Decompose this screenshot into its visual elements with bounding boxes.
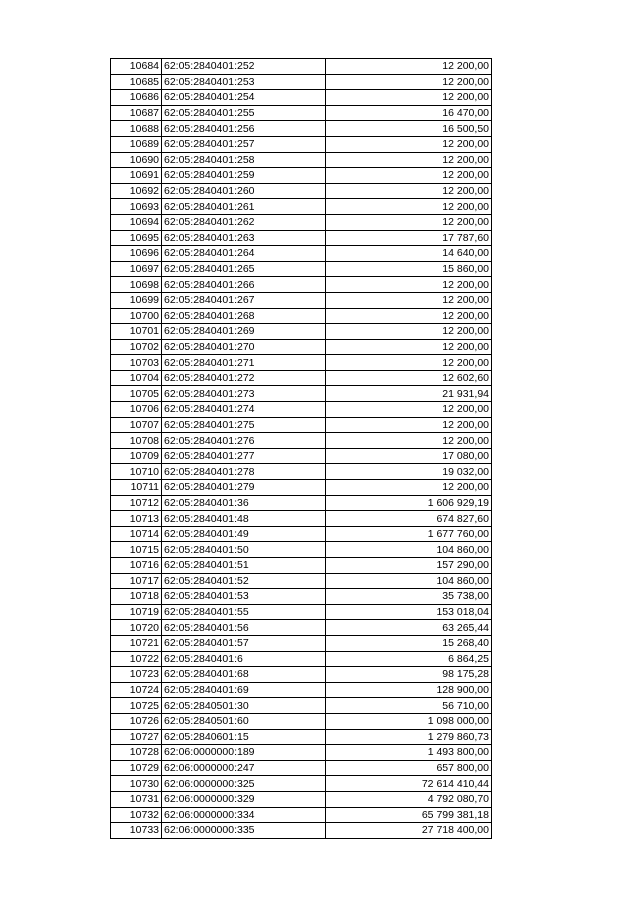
value-cell: 12 200,00 bbox=[326, 168, 492, 184]
cadastral-number-cell: 62:05:2840401:256 bbox=[162, 121, 326, 137]
table-row bbox=[111, 121, 492, 137]
row-number-cell: 10689 bbox=[111, 136, 162, 152]
row-number-cell: 10708 bbox=[111, 433, 162, 449]
cadastral-number-cell: 62:05:2840401:51 bbox=[162, 558, 326, 574]
value-cell: 17 787,60 bbox=[326, 230, 492, 246]
row-number-cell: 10684 bbox=[111, 59, 162, 75]
table-row bbox=[111, 183, 492, 199]
row-number-cell: 10692 bbox=[111, 183, 162, 199]
row-number-cell: 10688 bbox=[111, 121, 162, 137]
value-cell: 72 614 410,44 bbox=[326, 776, 492, 792]
table-row bbox=[111, 698, 492, 714]
table-row bbox=[111, 214, 492, 230]
table-row bbox=[111, 511, 492, 527]
cadastral-number-cell: 62:06:0000000:334 bbox=[162, 807, 326, 823]
cadastral-number-cell: 62:05:2840401:265 bbox=[162, 261, 326, 277]
cadastral-number-cell: 62:05:2840401:49 bbox=[162, 526, 326, 542]
row-number-cell: 10719 bbox=[111, 604, 162, 620]
value-cell: 15 268,40 bbox=[326, 635, 492, 651]
value-cell: 27 718 400,00 bbox=[326, 823, 492, 839]
value-cell: 12 200,00 bbox=[326, 292, 492, 308]
cadastral-number-cell: 62:05:2840401:252 bbox=[162, 59, 326, 75]
cadastral-number-cell: 62:05:2840401:264 bbox=[162, 246, 326, 262]
row-number-cell: 10725 bbox=[111, 698, 162, 714]
cadastral-number-cell: 62:05:2840401:274 bbox=[162, 402, 326, 418]
table-row bbox=[111, 558, 492, 574]
cadastral-number-cell: 62:05:2840401:255 bbox=[162, 105, 326, 121]
row-number-cell: 10728 bbox=[111, 745, 162, 761]
row-number-cell: 10705 bbox=[111, 386, 162, 402]
value-cell: 98 175,28 bbox=[326, 667, 492, 683]
cadastral-number-cell: 62:05:2840401:278 bbox=[162, 464, 326, 480]
value-cell: 12 200,00 bbox=[326, 199, 492, 215]
cadastral-number-cell: 62:05:2840401:269 bbox=[162, 324, 326, 340]
value-cell: 12 200,00 bbox=[326, 59, 492, 75]
table-row bbox=[111, 136, 492, 152]
table-row bbox=[111, 292, 492, 308]
row-number-cell: 10694 bbox=[111, 214, 162, 230]
cadastral-number-cell: 62:05:2840401:262 bbox=[162, 214, 326, 230]
cadastral-number-cell: 62:05:2840401:254 bbox=[162, 90, 326, 106]
value-cell: 12 200,00 bbox=[326, 308, 492, 324]
value-cell: 16 500,50 bbox=[326, 121, 492, 137]
row-number-cell: 10726 bbox=[111, 713, 162, 729]
value-cell: 1 279 860,73 bbox=[326, 729, 492, 745]
value-cell: 674 827,60 bbox=[326, 511, 492, 527]
row-number-cell: 10704 bbox=[111, 370, 162, 386]
row-number-cell: 10713 bbox=[111, 511, 162, 527]
table-row bbox=[111, 667, 492, 683]
table-row bbox=[111, 74, 492, 90]
row-number-cell: 10715 bbox=[111, 542, 162, 558]
value-cell: 35 738,00 bbox=[326, 589, 492, 605]
table-row bbox=[111, 417, 492, 433]
table-row bbox=[111, 105, 492, 121]
value-cell: 63 265,44 bbox=[326, 620, 492, 636]
cadastral-number-cell: 62:05:2840401:52 bbox=[162, 573, 326, 589]
value-cell: 128 900,00 bbox=[326, 682, 492, 698]
value-cell: 12 200,00 bbox=[326, 74, 492, 90]
cadastral-number-cell: 62:05:2840401:258 bbox=[162, 152, 326, 168]
row-number-cell: 10720 bbox=[111, 620, 162, 636]
value-cell: 12 200,00 bbox=[326, 417, 492, 433]
cadastral-number-cell: 62:05:2840401:257 bbox=[162, 136, 326, 152]
table-row bbox=[111, 604, 492, 620]
row-number-cell: 10703 bbox=[111, 355, 162, 371]
table-row bbox=[111, 495, 492, 511]
cadastral-number-cell: 62:05:2840401:279 bbox=[162, 480, 326, 496]
cadastral-number-cell: 62:05:2840401:57 bbox=[162, 635, 326, 651]
value-cell: 16 470,00 bbox=[326, 105, 492, 121]
cadastral-number-cell: 62:06:0000000:247 bbox=[162, 760, 326, 776]
row-number-cell: 10709 bbox=[111, 448, 162, 464]
value-cell: 157 290,00 bbox=[326, 558, 492, 574]
row-number-cell: 10712 bbox=[111, 495, 162, 511]
row-number-cell: 10727 bbox=[111, 729, 162, 745]
row-number-cell: 10724 bbox=[111, 682, 162, 698]
row-number-cell: 10732 bbox=[111, 807, 162, 823]
table-row bbox=[111, 589, 492, 605]
table-row bbox=[111, 745, 492, 761]
cadastral-number-cell: 62:05:2840401:266 bbox=[162, 277, 326, 293]
row-number-cell: 10716 bbox=[111, 558, 162, 574]
cadastral-number-cell: 62:05:2840401:272 bbox=[162, 370, 326, 386]
table-row bbox=[111, 199, 492, 215]
value-cell: 12 200,00 bbox=[326, 402, 492, 418]
cadastral-number-cell: 62:05:2840401:56 bbox=[162, 620, 326, 636]
value-cell: 12 200,00 bbox=[326, 433, 492, 449]
row-number-cell: 10697 bbox=[111, 261, 162, 277]
table-row bbox=[111, 402, 492, 418]
row-number-cell: 10686 bbox=[111, 90, 162, 106]
value-cell: 104 860,00 bbox=[326, 573, 492, 589]
row-number-cell: 10685 bbox=[111, 74, 162, 90]
value-cell: 1 606 929,19 bbox=[326, 495, 492, 511]
cadastral-number-cell: 62:05:2840401:50 bbox=[162, 542, 326, 558]
table-row bbox=[111, 230, 492, 246]
cadastral-number-cell: 62:05:2840401:260 bbox=[162, 183, 326, 199]
table-row bbox=[111, 370, 492, 386]
row-number-cell: 10687 bbox=[111, 105, 162, 121]
row-number-cell: 10714 bbox=[111, 526, 162, 542]
data-table bbox=[110, 58, 492, 839]
table-row bbox=[111, 277, 492, 293]
cadastral-number-cell: 62:05:2840401:273 bbox=[162, 386, 326, 402]
cadastral-number-cell: 62:05:2840401:268 bbox=[162, 308, 326, 324]
value-cell: 1 493 800,00 bbox=[326, 745, 492, 761]
row-number-cell: 10690 bbox=[111, 152, 162, 168]
row-number-cell: 10717 bbox=[111, 573, 162, 589]
table-row bbox=[111, 152, 492, 168]
cadastral-number-cell: 62:05:2840501:60 bbox=[162, 713, 326, 729]
value-cell: 21 931,94 bbox=[326, 386, 492, 402]
value-cell: 4 792 080,70 bbox=[326, 791, 492, 807]
cadastral-number-cell: 62:06:0000000:329 bbox=[162, 791, 326, 807]
cadastral-number-cell: 62:05:2840401:55 bbox=[162, 604, 326, 620]
row-number-cell: 10698 bbox=[111, 277, 162, 293]
cadastral-number-cell: 62:05:2840601:15 bbox=[162, 729, 326, 745]
value-cell: 12 200,00 bbox=[326, 152, 492, 168]
row-number-cell: 10733 bbox=[111, 823, 162, 839]
value-cell: 12 200,00 bbox=[326, 183, 492, 199]
cadastral-number-cell: 62:05:2840401:253 bbox=[162, 74, 326, 90]
table-row bbox=[111, 760, 492, 776]
table-row bbox=[111, 480, 492, 496]
value-cell: 19 032,00 bbox=[326, 464, 492, 480]
table-row bbox=[111, 324, 492, 340]
value-cell: 104 860,00 bbox=[326, 542, 492, 558]
cadastral-number-cell: 62:06:0000000:335 bbox=[162, 823, 326, 839]
cadastral-number-cell: 62:05:2840401:267 bbox=[162, 292, 326, 308]
row-number-cell: 10696 bbox=[111, 246, 162, 262]
table-row bbox=[111, 464, 492, 480]
value-cell: 14 640,00 bbox=[326, 246, 492, 262]
value-cell: 657 800,00 bbox=[326, 760, 492, 776]
table-row bbox=[111, 448, 492, 464]
table-row bbox=[111, 526, 492, 542]
table-row bbox=[111, 776, 492, 792]
cadastral-number-cell: 62:05:2840401:48 bbox=[162, 511, 326, 527]
row-number-cell: 10730 bbox=[111, 776, 162, 792]
value-cell: 1 098 000,00 bbox=[326, 713, 492, 729]
table-row bbox=[111, 713, 492, 729]
value-cell: 12 200,00 bbox=[326, 480, 492, 496]
value-cell: 12 200,00 bbox=[326, 214, 492, 230]
cadastral-number-cell: 62:06:0000000:325 bbox=[162, 776, 326, 792]
value-cell: 12 200,00 bbox=[326, 136, 492, 152]
table-row bbox=[111, 542, 492, 558]
table-row bbox=[111, 261, 492, 277]
cadastral-number-cell: 62:05:2840401:53 bbox=[162, 589, 326, 605]
cadastral-number-cell: 62:05:2840401:276 bbox=[162, 433, 326, 449]
row-number-cell: 10700 bbox=[111, 308, 162, 324]
value-cell: 12 200,00 bbox=[326, 90, 492, 106]
table-row bbox=[111, 682, 492, 698]
value-cell: 153 018,04 bbox=[326, 604, 492, 620]
table-row bbox=[111, 90, 492, 106]
table-row bbox=[111, 573, 492, 589]
row-number-cell: 10718 bbox=[111, 589, 162, 605]
row-number-cell: 10710 bbox=[111, 464, 162, 480]
row-number-cell: 10729 bbox=[111, 760, 162, 776]
table-row bbox=[111, 635, 492, 651]
table-row bbox=[111, 355, 492, 371]
cadastral-number-cell: 62:05:2840401:69 bbox=[162, 682, 326, 698]
cadastral-number-cell: 62:05:2840401:277 bbox=[162, 448, 326, 464]
row-number-cell: 10695 bbox=[111, 230, 162, 246]
value-cell: 15 860,00 bbox=[326, 261, 492, 277]
value-cell: 17 080,00 bbox=[326, 448, 492, 464]
cadastral-number-cell: 62:05:2840401:271 bbox=[162, 355, 326, 371]
row-number-cell: 10691 bbox=[111, 168, 162, 184]
cadastral-number-cell: 62:05:2840401:36 bbox=[162, 495, 326, 511]
cadastral-number-cell: 62:05:2840401:263 bbox=[162, 230, 326, 246]
table-row bbox=[111, 729, 492, 745]
table-row bbox=[111, 791, 492, 807]
value-cell: 12 200,00 bbox=[326, 339, 492, 355]
value-cell: 12 200,00 bbox=[326, 355, 492, 371]
cadastral-number-cell: 62:05:2840401:6 bbox=[162, 651, 326, 667]
table-row bbox=[111, 807, 492, 823]
value-cell: 12 602,60 bbox=[326, 370, 492, 386]
table-row bbox=[111, 651, 492, 667]
table-row bbox=[111, 339, 492, 355]
table-row bbox=[111, 823, 492, 839]
row-number-cell: 10722 bbox=[111, 651, 162, 667]
row-number-cell: 10721 bbox=[111, 635, 162, 651]
table-row bbox=[111, 168, 492, 184]
value-cell: 65 799 381,18 bbox=[326, 807, 492, 823]
row-number-cell: 10701 bbox=[111, 324, 162, 340]
cadastral-number-cell: 62:05:2840401:261 bbox=[162, 199, 326, 215]
row-number-cell: 10699 bbox=[111, 292, 162, 308]
cadastral-number-cell: 62:05:2840401:270 bbox=[162, 339, 326, 355]
row-number-cell: 10723 bbox=[111, 667, 162, 683]
value-cell: 56 710,00 bbox=[326, 698, 492, 714]
row-number-cell: 10702 bbox=[111, 339, 162, 355]
cadastral-number-cell: 62:05:2840401:259 bbox=[162, 168, 326, 184]
value-cell: 1 677 760,00 bbox=[326, 526, 492, 542]
cadastral-number-cell: 62:06:0000000:189 bbox=[162, 745, 326, 761]
row-number-cell: 10706 bbox=[111, 402, 162, 418]
row-number-cell: 10731 bbox=[111, 791, 162, 807]
table-row bbox=[111, 386, 492, 402]
table-row bbox=[111, 246, 492, 262]
value-cell: 12 200,00 bbox=[326, 277, 492, 293]
row-number-cell: 10693 bbox=[111, 199, 162, 215]
value-cell: 12 200,00 bbox=[326, 324, 492, 340]
cadastral-number-cell: 62:05:2840501:30 bbox=[162, 698, 326, 714]
table-row bbox=[111, 433, 492, 449]
value-cell: 6 864,25 bbox=[326, 651, 492, 667]
cadastral-number-cell: 62:05:2840401:68 bbox=[162, 667, 326, 683]
table-row bbox=[111, 620, 492, 636]
table-body bbox=[111, 59, 492, 839]
row-number-cell: 10711 bbox=[111, 480, 162, 496]
cadastral-number-cell: 62:05:2840401:275 bbox=[162, 417, 326, 433]
table-row bbox=[111, 59, 492, 75]
table-row bbox=[111, 308, 492, 324]
row-number-cell: 10707 bbox=[111, 417, 162, 433]
